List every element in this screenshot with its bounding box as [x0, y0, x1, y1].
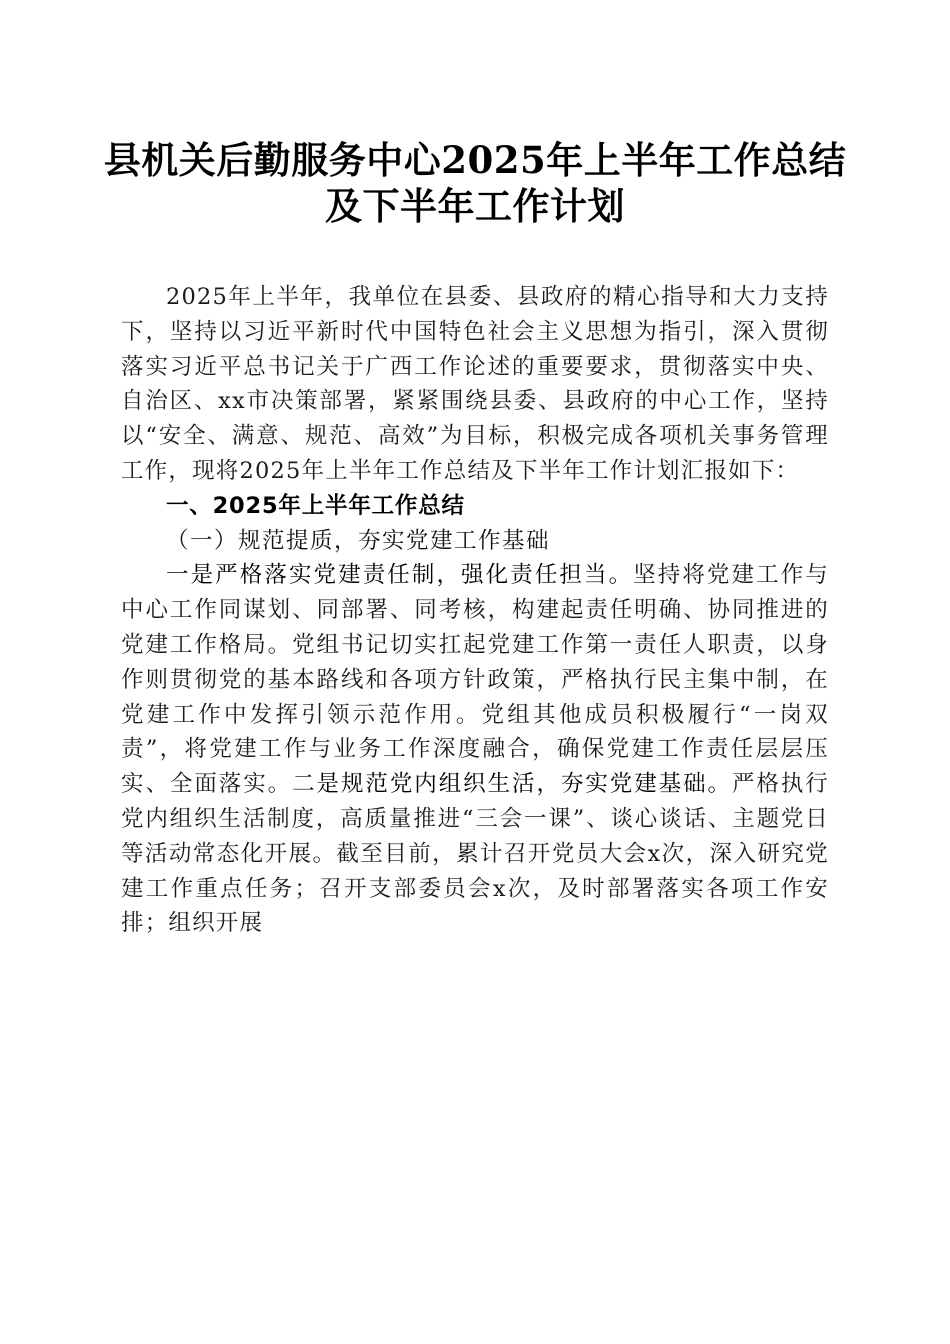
- paragraph-text-1: 坚持将党建工作与中心工作同谋划、同部署、同考核，构建起责任明确、协同推进的党建工作格局。党组书记切实扛起党建工作第一责任人职责，以身作则贯彻党的基本路线和各项方针政策，严格执行民主集中制，在党建工作中发挥引领示范作用。党组其他成员积极履行“一岗双责”，将党建工作与业务工作深度融合，确保党建工作责任层层压实、全面落实。: [121, 562, 829, 798]
- body-paragraph: [121, 558, 829, 941]
- document-title-line-1: 县机关后勤服务中心2025年上半年工作总结: [103, 138, 847, 182]
- paragraph-lead-2: 二是规范党内组织生活，夯实党建基础。: [292, 771, 732, 798]
- document-title-line-2: 及下半年工作计划: [325, 184, 625, 228]
- paragraph-lead-1: 一是严格落实党建责任制，强化责任担当。: [166, 562, 634, 589]
- paragraph-text-2: 严格执行党内组织生活制度，高质量推进“三会一课”、谈心谈话、主题党日等活动常态化开展。截至目前，累计召开党员大会x次，深入研究党建工作重点任务；召开支部委员会x次，及时部署落实各项工作安排；组织开展: [121, 771, 829, 937]
- intro-paragraph: 2025年上半年，我单位在县委、县政府的精心指导和大力支持下，坚持以习近平新时代中国特色社会主义思想为指引，深入贯彻落实习近平总书记关于广西工作论述的重要要求，贯彻落实中央、自治区、xx市决策部署，紧紧围绕县委、县政府的中心工作，坚持以“安全、满意、规范、高效”为目标，积极完成各项机关事务管理工作，现将2025年上半年工作总结及下半年工作计划汇报如下：: [121, 284, 829, 484]
- subsection-heading: （一）规范提质，夯实党建工作基础: [166, 527, 551, 554]
- section-heading: 一、2025年上半年工作总结: [166, 492, 465, 519]
- document-body: [121, 280, 829, 941]
